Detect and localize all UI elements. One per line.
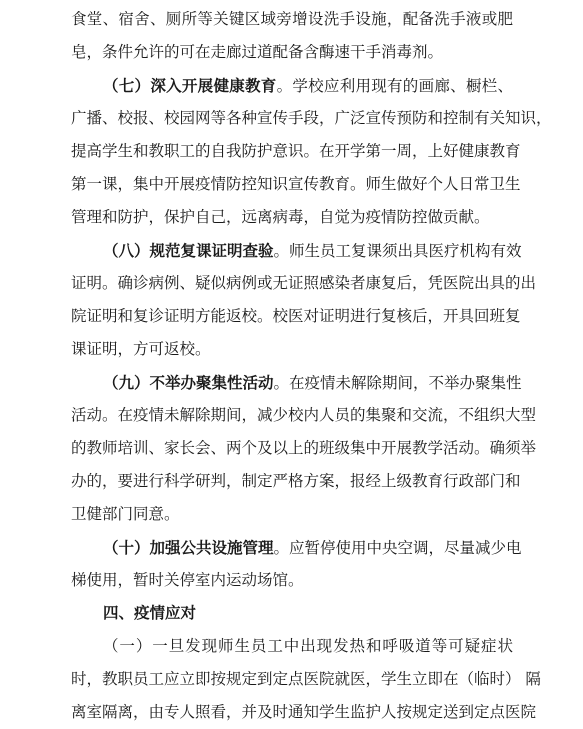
paragraph-heading: （九）不举办聚集性活动 — [103, 373, 274, 392]
text-line: 提高学生和教职工的自我防护意识。在开学第一周，上好健康教育 — [71, 142, 521, 160]
text-line: 梯使用，暂时关停室内运动场馆。 — [71, 571, 304, 589]
paragraph-first-line — [103, 234, 522, 267]
text-line: 时，教职员工应立即按规定到定点医院就医，学生立即在（临时） 隔 — [71, 670, 541, 688]
paragraph-heading: （十）加强公共设施管理 — [103, 538, 274, 557]
section-heading: 四、疫情应对 — [103, 604, 197, 622]
paragraph-first-line — [103, 366, 522, 399]
text-line: 食堂、宿舍、厕所等关键区域旁增设洗手设施，配备洗手液或肥 — [71, 10, 513, 28]
text-line: 的教师培训、家长会、两个及以上的班级集中开展教学活动。确须举 — [71, 439, 537, 457]
text-line: 皂，条件允许的可在走廊过道配备含酶速干手消毒剂。 — [71, 43, 444, 61]
text-line: 课证明，方可返校。 — [71, 340, 211, 358]
text-line: 广播、校报、校园网等各种宣传手段，广泛宣传预防和控制有关知识， — [71, 109, 552, 127]
paragraph-first-line — [103, 69, 513, 102]
text-line: 院证明和复诊证明方能返校。校医对证明进行复核后，开具回班复 — [71, 307, 521, 325]
text-run: 。学校应利用现有的画廊、橱栏、 — [276, 77, 513, 95]
text-run: 。师生员工复课须出具医疗机构有效 — [273, 242, 522, 260]
text-line: 管理和防护，保护自己，远离病毒，自觉为疫情防控做贡献。 — [71, 208, 490, 226]
text-line: 卫健部门同意。 — [71, 505, 180, 523]
text-line: 离室隔离，由专人照看，并及时通知学生监护人按规定送到定点医院 — [71, 703, 537, 721]
paragraph-heading: （七）深入开展健康教育 — [103, 76, 277, 95]
text-run: 。在疫情未解除期间，不举办聚集性 — [273, 374, 522, 392]
text-run: 。应暂停使用中央空调，尽量减少电 — [273, 539, 522, 557]
text-line: 证明。确诊病例、疑似病例或无证照感染者康复后，凭医院出具的出 — [71, 274, 537, 292]
text-line: （一）一旦发现师生员工中出现发热和呼吸道等可疑症状 — [103, 637, 513, 655]
text-line: 办的，要进行科学研判，制定严格方案，报经上级教育行政部门和 — [71, 472, 521, 490]
paragraph-heading: （八）规范复课证明查验 — [103, 241, 274, 260]
paragraph-first-line — [103, 531, 522, 564]
text-line: 第一课，集中开展疫情防控知识宣传教育。师生做好个人日常卫生 — [71, 175, 521, 193]
text-line: 活动。在疫情未解除期间，减少校内人员的集聚和交流，不组织大型 — [71, 406, 537, 424]
